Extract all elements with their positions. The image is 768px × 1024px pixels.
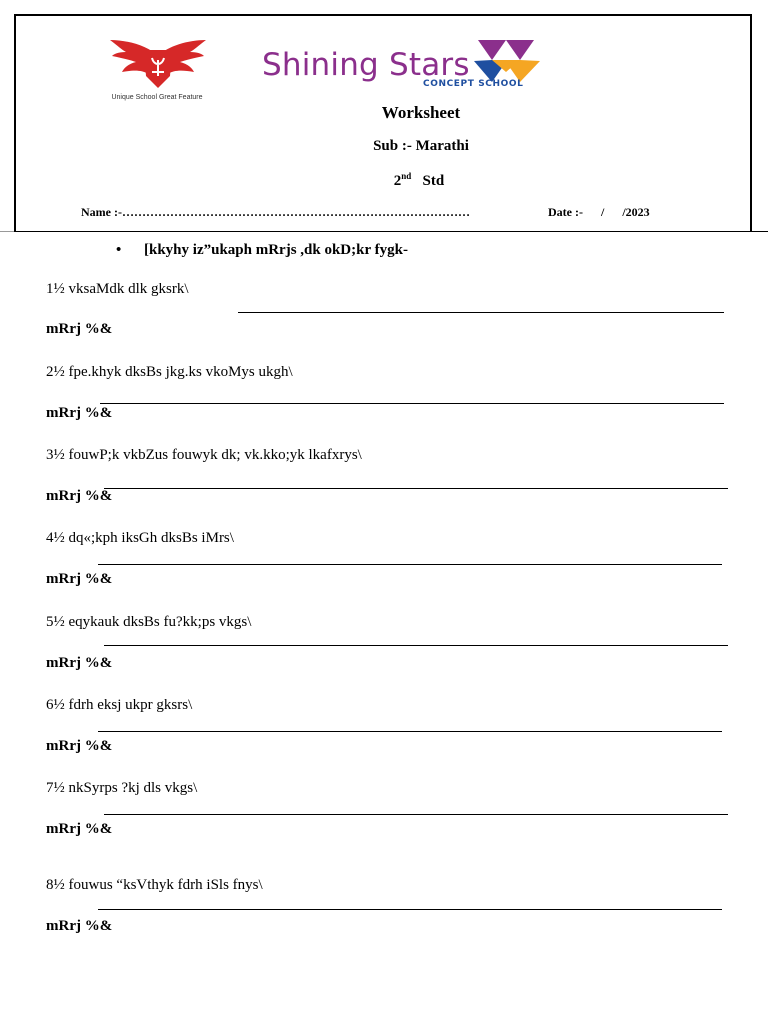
answer-label-3: mRrj %& <box>46 488 113 504</box>
answer-line-1 <box>238 312 724 313</box>
bullet-icon: • <box>116 242 122 258</box>
subject-label: Sub :- Marathi <box>373 138 469 154</box>
answer-line-6 <box>98 731 722 732</box>
answer-label-7: mRrj %& <box>46 821 113 837</box>
answer-label-2: mRrj %& <box>46 405 113 421</box>
instruction <box>116 242 408 259</box>
logo-tagline: Unique School Great Feature <box>111 94 203 101</box>
brand-name: Shining Stars <box>262 47 470 83</box>
question-5: 5½ eqykauk dksBs fu?kk;ps vkgs\ <box>46 614 252 630</box>
wings-logo-icon <box>108 36 208 94</box>
answer-label-5: mRrj %& <box>46 655 113 671</box>
answer-line-8 <box>98 909 722 910</box>
question-2: 2½ fpe.khyk dksBs jkg.ks vkoMys ukgh\ <box>46 364 293 380</box>
question-6: 6½ fdrh eksj ukpr gksrs\ <box>46 697 193 713</box>
name-field: Name :-…………………………………………………………………………… <box>81 205 470 219</box>
brand-subtitle: CONCEPT SCHOOL <box>423 79 524 89</box>
answer-line-2 <box>100 403 724 404</box>
answer-line-7 <box>104 814 728 815</box>
question-8: 8½ fouwus “ksVthyk fdrh iSls fnys\ <box>46 877 263 893</box>
answer-label-8: mRrj %& <box>46 918 113 934</box>
instruction-text: [kkyhy iz”ukaph mRrjs ,dk okD;kr fygk- <box>144 242 408 258</box>
std-text: Std <box>422 173 445 189</box>
date-field: Date :- / /2023 <box>548 205 650 219</box>
answer-label-4: mRrj %& <box>46 571 113 587</box>
page-title: Worksheet <box>381 103 461 122</box>
std-number: 2 <box>393 173 402 189</box>
std-suffix: nd <box>401 171 412 181</box>
answer-line-4 <box>98 564 722 565</box>
standard-label <box>35 171 768 190</box>
answer-label-6: mRrj %& <box>46 738 113 754</box>
question-1: 1½ vksaMdk dlk gksrk\ <box>46 281 189 297</box>
answer-line-5 <box>104 645 728 646</box>
answer-line-3 <box>104 488 728 489</box>
question-7: 7½ nkSyrps ?kj dls vkgs\ <box>46 780 198 796</box>
question-3: 3½ fouwP;k vkbZus fouwyk dk; vk.kko;yk lkafxrys\ <box>46 447 362 463</box>
answer-label-1: mRrj %& <box>46 321 113 337</box>
header-divider <box>0 231 768 232</box>
question-4: 4½ dq«;kph iksGh dksBs iMrs\ <box>46 530 234 546</box>
star-brand-logo-icon <box>470 38 542 84</box>
